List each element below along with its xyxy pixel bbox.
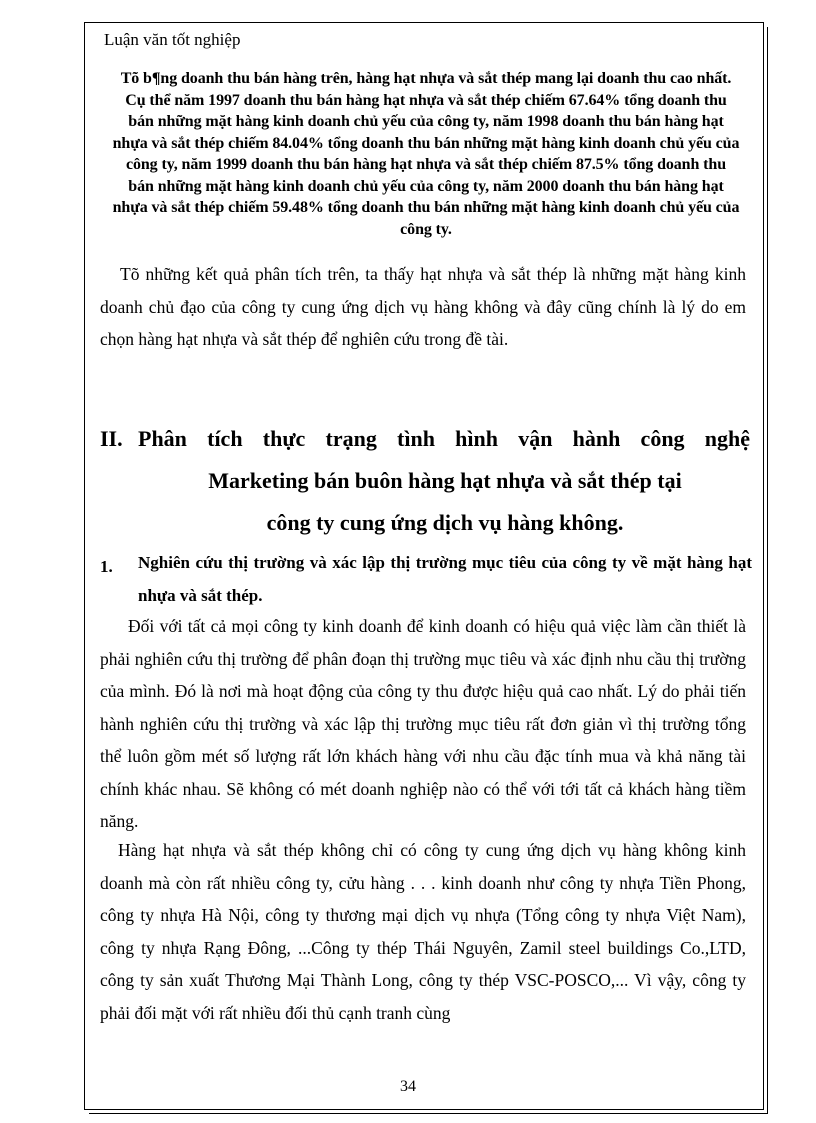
competitors-paragraph: Hàng hạt nhựa và sắt thép không chỉ có công ty cung ứng dịch vụ hàng không kinh doanh mà còn rất nhiều công ty, cửu hàng . . . kinh doanh như công ty nhựa Tiền Phong, công ty nhựa Hà Nội, công ty thương mại dịch vụ nhựa (Tổng công ty nhựa Việt Nam), công ty nhựa Rạng Đông, ...Công ty thép Thái Nguyên, Zamil steel buildings Co.,LTD, công ty sản xuất Thương Mại Thành Long, công ty thép VSC-POSCO,... Vì vậy, công ty phải đối mặt với rất nhiều đối thủ cạnh tranh cùng — [100, 840, 746, 1023]
page-number: 34 — [400, 1078, 416, 1095]
subsection-heading — [100, 546, 752, 612]
subsection-number: 1. — [100, 557, 113, 576]
section-heading — [100, 418, 750, 544]
market-research-paragraph: Đối với tất cả mọi công ty kinh doanh để kinh doanh có hiệu quả việc làm cần thiết là phải nghiên cứu thị trường để phân đoạn thị trường mục tiêu và xác định nhu cầu thị trường của mình. Đó là nơi mà hoạt động của công ty thu được hiệu quả cao nhất. Lý do phải tiến hành nghiên cứu thị trường và xác lập thị trường mục tiêu rất đơn giản vì thị trường tổng thể luôn gồm mét số lượng rất lớn khách hàng với nhu cầu đặc tính mua và khả năng tài chính khác nhau. Sẽ không có mét doanh nghiệp nào có thể với tới tất cả khách hàng tiềm năng. — [100, 616, 746, 831]
subsection-title: Nghiên cứu thị trường và xác lập thị trường mục tiêu của công ty về mặt hàng hạt nhựa và sắt thép. — [138, 553, 752, 605]
section-heading-line-1 — [100, 418, 750, 460]
section-title-line-1: Phân tích thực trạng tình hình vận hành công nghệ — [138, 426, 750, 451]
section-title-line-2: Marketing bán buôn hàng hạt nhựa và sắt thép tại — [208, 468, 682, 493]
revenue-summary-paragraph: Tõ b¶ng doanh thu bán hàng trên, hàng hạt nhựa và sắt thép mang lại doanh thu cao nhất. Cụ thể năm 1997 doanh thu bán hàng hạt nhựa và sắt thép chiếm 67.64% tổng doanh thu bán những mặt hàng kinh doanh chủ yếu của công ty, năm 1998 doanh thu bán hàng hạt nhựa và sắt thép chiếm 84.04% tổng doanh thu bán những mặt hàng kinh doanh chủ yếu của công ty, năm 1999 doanh thu bán hàng hạt nhựa và sắt thép chiếm 87.5% tổng doanh thu bán những mặt hàng kinh doanh chủ yếu của công ty, năm 2000 doanh thu bán hàng hạt nhựa và sắt thép chiếm 59.48% tổng doanh thu bán những mặt hàng kinh doanh chủ yếu của công ty. — [112, 70, 740, 238]
section-number: II. — [100, 426, 123, 451]
conclusion-paragraph: Tõ những kết quả phân tích trên, ta thấy hạt nhựa và sắt thép là những mặt hàng kinh doanh chủ đạo của công ty cung ứng dịch vụ hàng không và đây cũng chính là lý do em chọn hàng hạt nhựa và sắt thép để nghiên cứu trong đề tài. — [100, 264, 746, 349]
document-header: Luận văn tốt nghiệp — [104, 30, 241, 49]
section-title-line-3: công ty cung ứng dịch vụ hàng không. — [266, 510, 624, 535]
